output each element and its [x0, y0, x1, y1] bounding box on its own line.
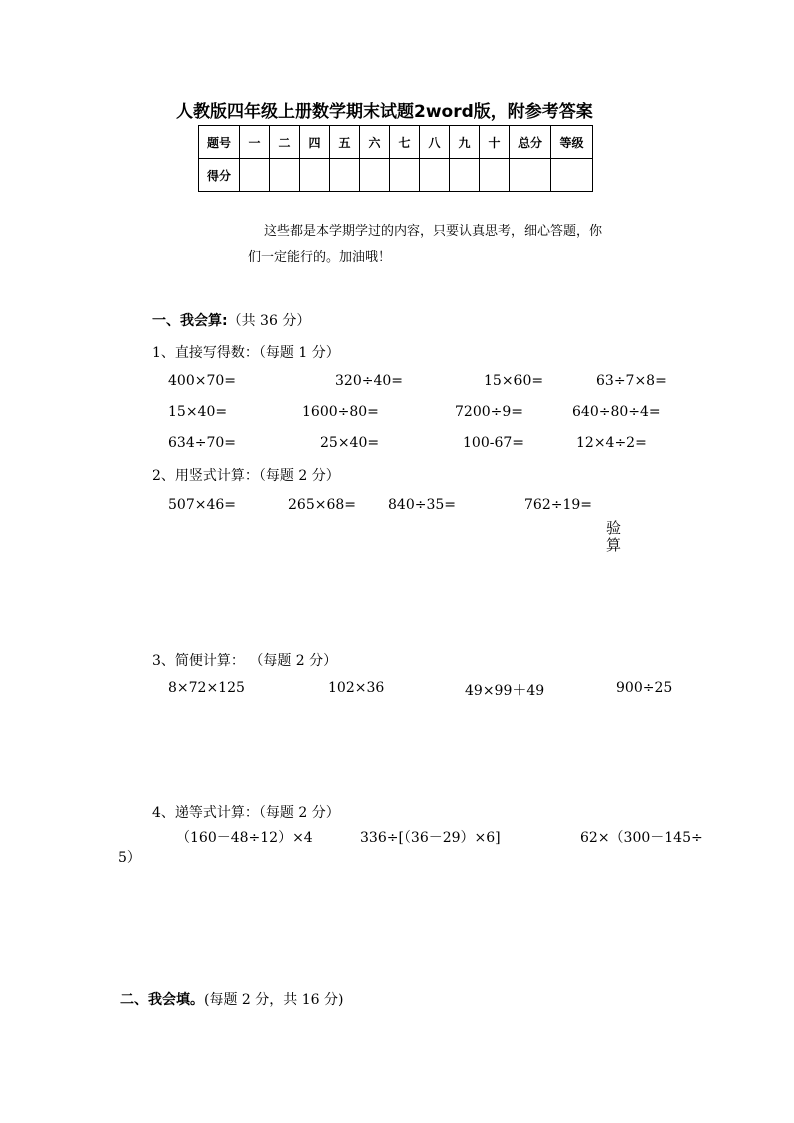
score-header-cell: 题号 — [199, 126, 240, 159]
q2-item: 507×46= — [168, 497, 236, 513]
score-header-cell: 八 — [420, 126, 450, 159]
section2-title: 二、我会填。 — [120, 992, 204, 1008]
q3-label: 3、简便计算： （每题 2 分） — [152, 653, 338, 669]
score-cell[interactable] — [240, 159, 270, 192]
section1-title: 一、我会算: — [152, 313, 228, 329]
q2-label: 2、用竖式计算：（每题 2 分） — [152, 468, 340, 484]
score-header-cell: 二 — [270, 126, 300, 159]
score-cell[interactable] — [420, 159, 450, 192]
q1-item: 63÷7×8= — [596, 373, 667, 389]
score-header-cell: 一 — [240, 126, 270, 159]
page-title: 人教版四年级上册数学期末试题2word版，附参考答案 — [176, 102, 593, 122]
section2-heading — [120, 989, 343, 1009]
section1-heading — [152, 310, 310, 330]
q4-label: 4、递等式计算：（每题 2 分） — [152, 805, 340, 821]
score-header-cell: 总分 — [510, 126, 551, 159]
q1-item: 634÷70= — [168, 435, 236, 451]
intro-line-2: 们一定能行的。加油哦！ — [248, 250, 392, 265]
section1-points: （共 36 分） — [227, 313, 311, 329]
score-cell[interactable] — [450, 159, 480, 192]
score-header-cell: 四 — [300, 126, 330, 159]
score-cell[interactable] — [360, 159, 390, 192]
score-table-header-row — [199, 126, 593, 159]
q2-check-note — [606, 520, 621, 554]
score-table — [198, 125, 593, 192]
score-header-cell: 六 — [360, 126, 390, 159]
score-table-score-row — [199, 159, 593, 192]
q2-item: 762÷19= — [524, 497, 592, 513]
q1-item: 100-67= — [463, 435, 524, 451]
q4-item: 336÷[（36－29）×6] — [360, 830, 501, 846]
q4-item: 62×（300－145÷ — [580, 830, 703, 846]
q3-item: 49×99＋49 — [465, 683, 545, 699]
q1-item: 15×40= — [168, 404, 228, 420]
q2-item: 840÷35= — [388, 497, 456, 513]
q1-item: 7200÷9= — [455, 404, 523, 420]
score-header-cell: 九 — [450, 126, 480, 159]
q1-item: 15×60= — [484, 373, 544, 389]
q1-item: 320÷40= — [335, 373, 403, 389]
q1-item: 25×40= — [320, 435, 380, 451]
section2-points: (每题 2 分，共 16 分) — [204, 992, 344, 1008]
score-cell[interactable] — [330, 159, 360, 192]
q2-check-char: 验 — [606, 519, 622, 537]
score-cell[interactable] — [480, 159, 510, 192]
q3-item: 900÷25 — [616, 680, 673, 696]
q2-check-char: 算 — [606, 536, 622, 554]
q1-item: 400×70= — [168, 373, 236, 389]
q1-item: 1600÷80= — [302, 404, 379, 420]
score-cell[interactable] — [270, 159, 300, 192]
q4-item-wrap: 5） — [118, 850, 141, 866]
score-header-cell: 等级 — [551, 126, 593, 159]
score-header-cell: 十 — [480, 126, 510, 159]
q3-item: 8×72×125 — [168, 680, 245, 696]
q1-label: 1、直接写得数：（每题 1 分） — [152, 345, 340, 361]
q4-item: （160－48÷12）×4 — [176, 830, 313, 846]
score-cell[interactable] — [300, 159, 330, 192]
q3-item: 102×36 — [328, 680, 385, 696]
q1-item: 12×4÷2= — [576, 435, 647, 451]
score-cell[interactable] — [510, 159, 551, 192]
score-cell[interactable] — [551, 159, 593, 192]
score-header-cell: 五 — [330, 126, 360, 159]
score-cell[interactable] — [390, 159, 420, 192]
score-header-cell: 七 — [390, 126, 420, 159]
intro-line-1: 这些都是本学期学过的内容，只要认真思考，细心答题，你 — [264, 224, 603, 239]
q2-item: 265×68= — [288, 497, 356, 513]
q1-item: 640÷80÷4= — [572, 404, 661, 420]
score-row-label: 得分 — [199, 159, 240, 192]
